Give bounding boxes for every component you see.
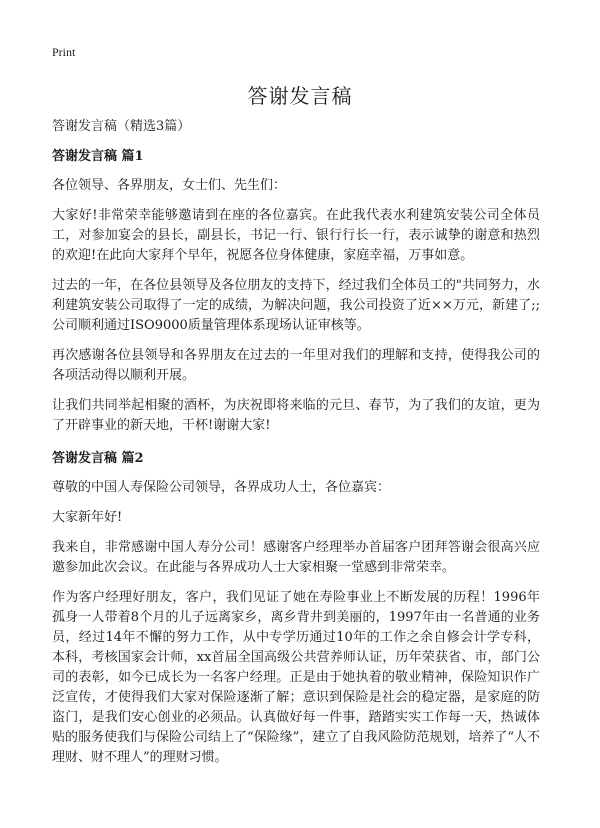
section-1 bbox=[52, 148, 540, 436]
paragraph: 作为客户经理好朋友，客户，我们见证了她在寿险事业上不断发展的历程！1996年孤身一人带着8个月的儿子远离家乡，离乡背井到美丽的，1997年由一名普通的业务员，经过14年不懈的努力工作，从中专学历通过10年的工作之余自修会计学专科，本科，考核国家会计师，xx首届全国高级公共营养师认证，历年荣获省、市，部门公司的表彰，如今已成长为一名客户经理。正是由于她执着的敬业精神，保险知识作广泛宣传，才使得我们大家对保险逐渐了解；意识到保险是社会的稳定器，是家庭的防盗门，是我们安心创业的必须品。认真做好每一件事，踏踏实实工作每一天，热诚体贴的服务使我们与保险公司结上了“保险缘”，建立了自我风险防范规划，培养了“人不理财、财不理人”的理财习惯。 bbox=[52, 590, 540, 765]
paragraph: 我来自，非常感谢中国人寿分公司！感谢客户经理举办首届客户团拜答谢会很高兴应邀参加此次会议。在此能与各界成功人士大家相聚一堂感到非常荣幸。 bbox=[52, 540, 540, 575]
paragraph: 各位领导、各界朋友，女士们、先生们： bbox=[52, 178, 287, 193]
document-subtitle: 答谢发言稿（精选3篇） bbox=[52, 119, 191, 134]
section-2 bbox=[52, 450, 540, 768]
paragraph: 大家好!非常荣幸能够邀请到在座的各位嘉宾。在此我代表水利建筑安装公司全体员工，对参加宴会的县长，副县长，书记一行、银行行长一行，表示诚挚的谢意和热烈的欢迎!在此向大家拜个早年，祝愿各位身体健康，家庭幸福，万事如意。 bbox=[52, 208, 540, 263]
document-title: 答谢发言稿 bbox=[247, 84, 353, 108]
paragraph: 让我们共同举起相聚的酒杯，为庆祝即将来临的元旦、春节，为了我们的友谊，更为了开辟事业的新天地，干杯!谢谢大家! bbox=[52, 398, 540, 433]
paragraph: 过去的一年，在各位县领导及各位朋友的支持下，经过我们全体员工的"共同努力，水利建筑安装公司取得了一定的成绩，为解决问题，我公司投资了近××万元，新建了;;公司顺利通过ISO9000质量管理体系现场认证审核等。 bbox=[52, 278, 540, 333]
section-heading: 答谢发言稿 篇2 bbox=[52, 451, 144, 466]
paragraph: 大家新年好! bbox=[52, 510, 123, 525]
paragraph: 尊敬的中国人寿保险公司领导，各界成功人士，各位嘉宾： bbox=[52, 480, 391, 495]
print-link[interactable]: Print bbox=[52, 45, 76, 59]
section-heading: 答谢发言稿 篇1 bbox=[52, 149, 144, 164]
paragraph: 再次感谢各位县领导和各界朋友在过去的一年里对我们的理解和支持，使得我公司的各项活动得以顺利开展。 bbox=[52, 348, 540, 383]
document-body bbox=[52, 118, 540, 778]
